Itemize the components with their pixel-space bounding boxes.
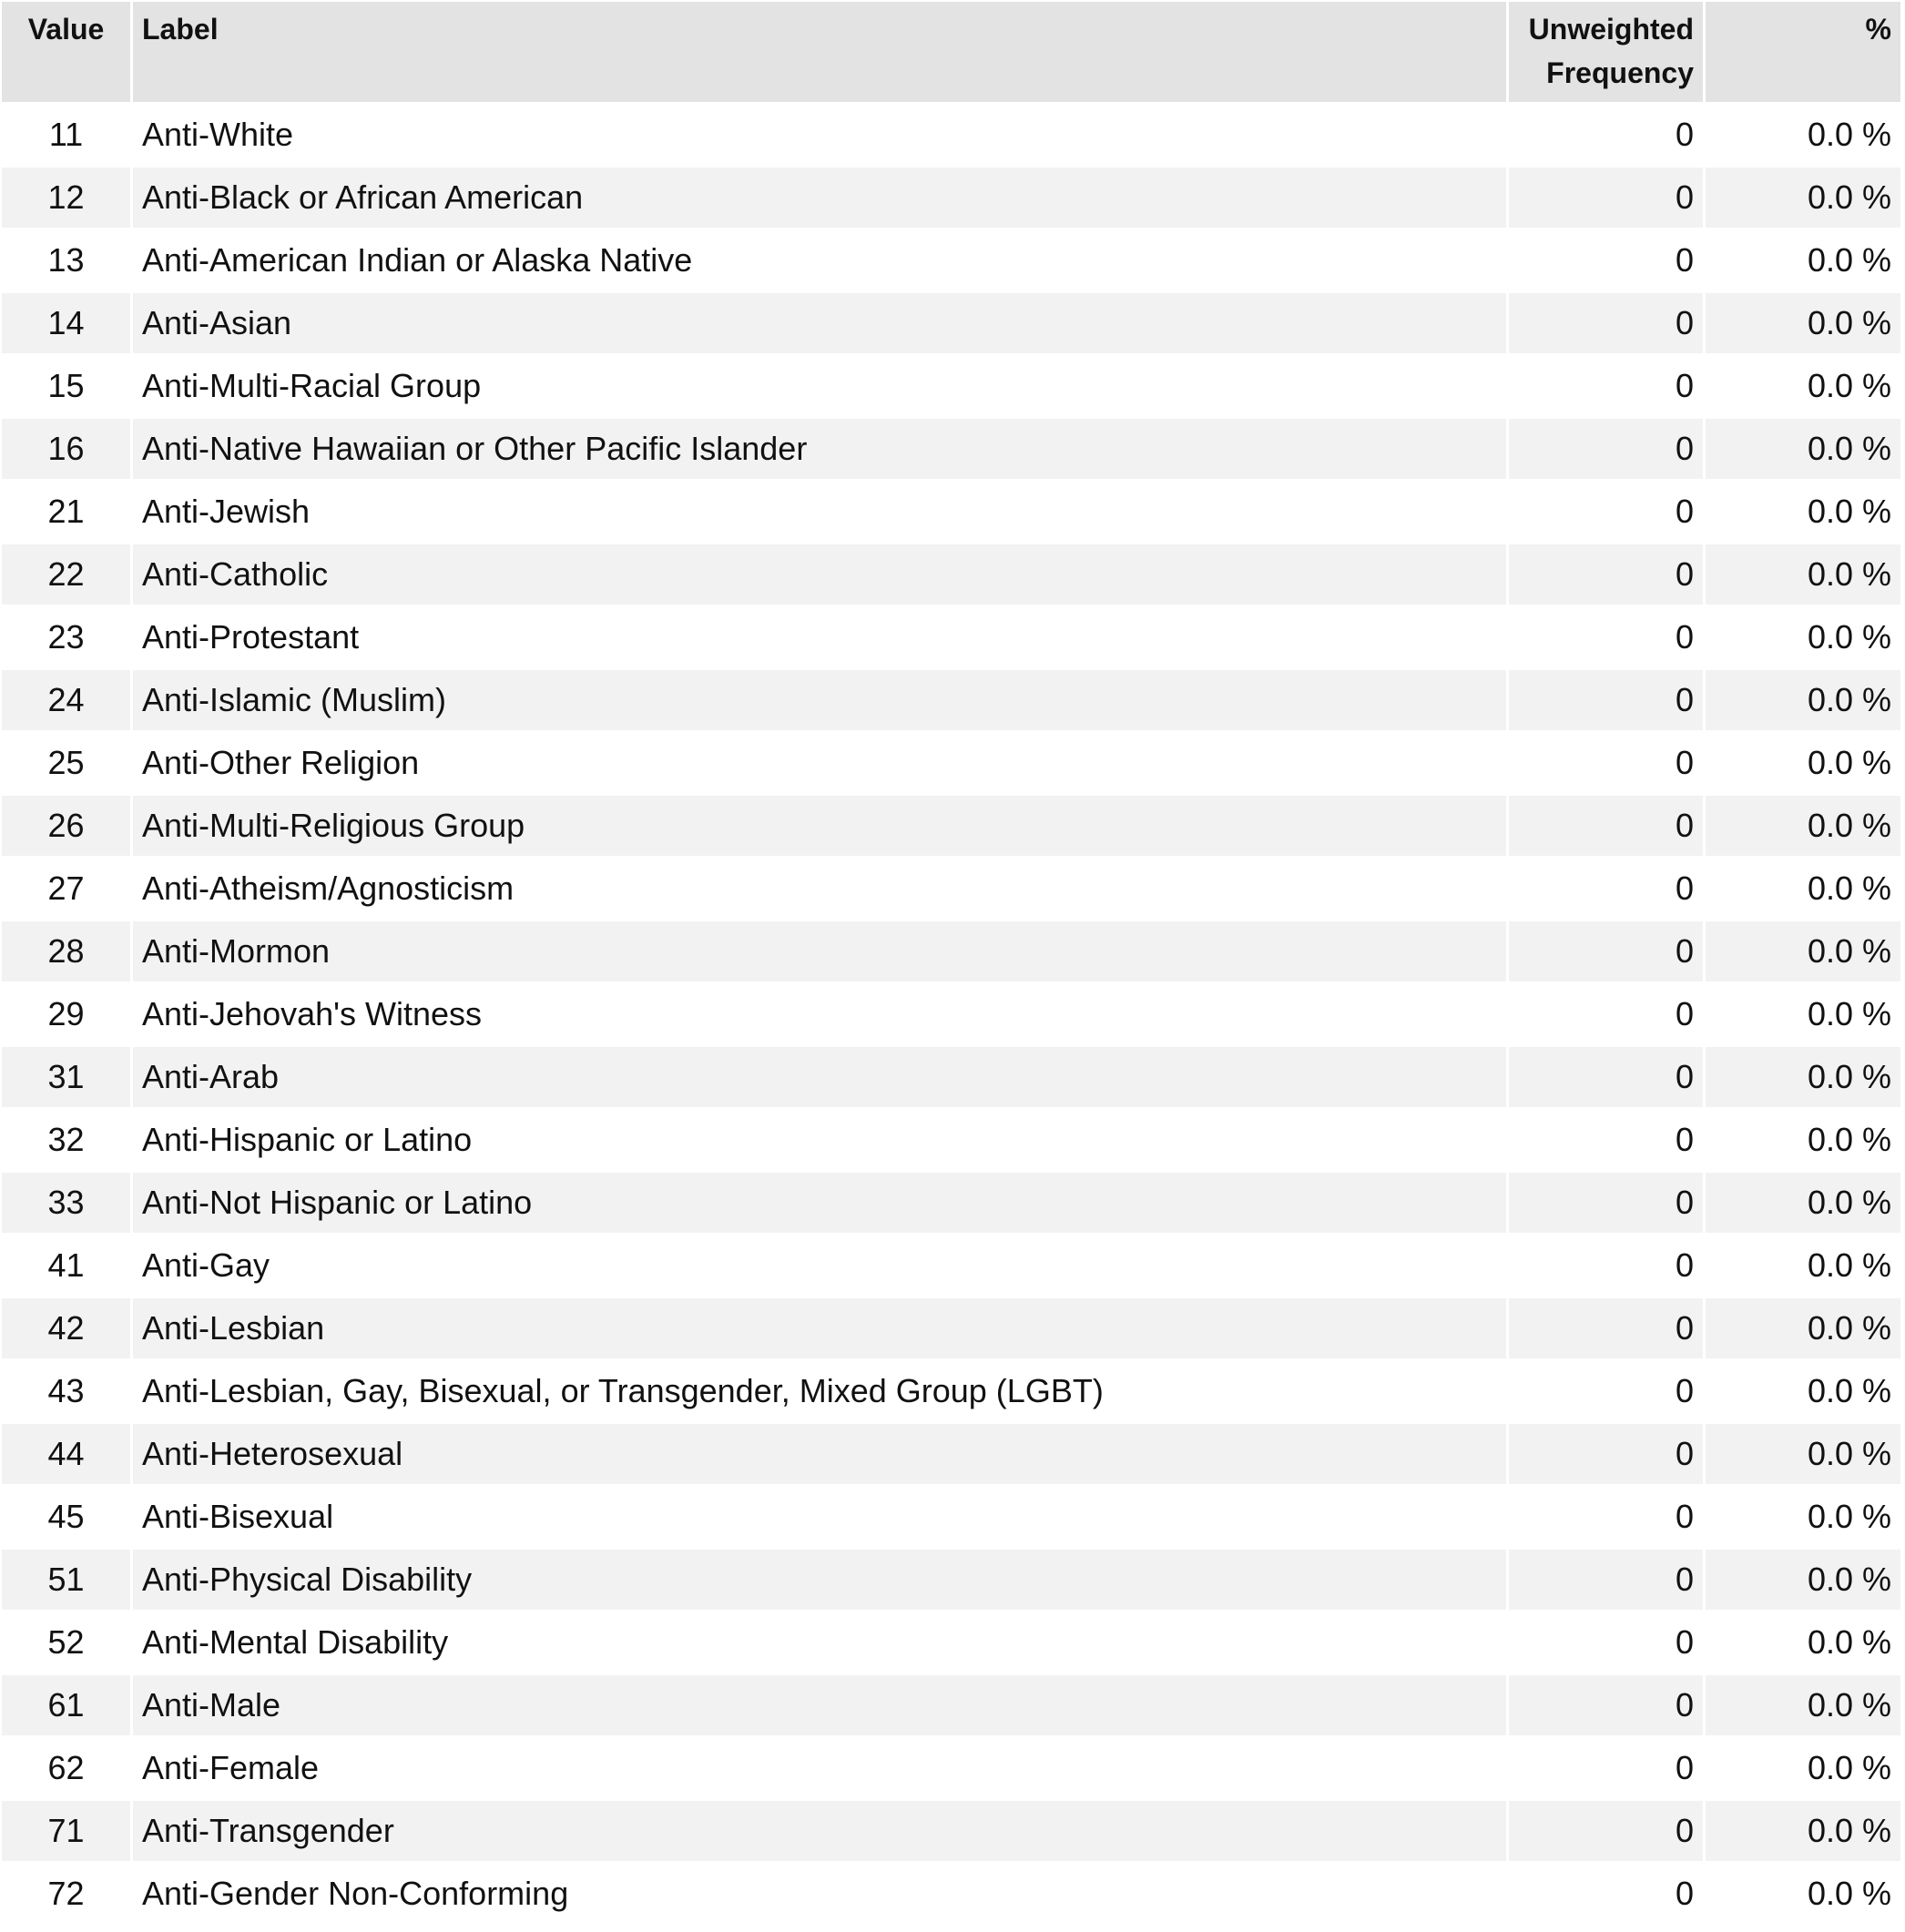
cell-percent: 0.0 % [1706,859,1900,919]
cell-unweighted-frequency: 0 [1509,796,1703,856]
cell-value: 72 [2,1864,130,1924]
table-row [2,419,1900,479]
cell-percent: 0.0 % [1706,1110,1900,1170]
cell-value: 33 [2,1173,130,1233]
cell-percent: 0.0 % [1706,1235,1900,1296]
cell-unweighted-frequency: 0 [1509,1298,1703,1358]
table-row [2,1235,1900,1296]
cell-percent: 0.0 % [1706,1550,1900,1610]
cell-label: Anti-Hispanic or Latino [133,1110,1506,1170]
cell-unweighted-frequency: 0 [1509,482,1703,542]
cell-label: Anti-Asian [133,293,1506,353]
table-row [2,796,1900,856]
cell-percent: 0.0 % [1706,293,1900,353]
cell-percent: 0.0 % [1706,1864,1900,1924]
cell-percent: 0.0 % [1706,105,1900,165]
cell-percent: 0.0 % [1706,607,1900,667]
cell-percent: 0.0 % [1706,1675,1900,1735]
cell-unweighted-frequency: 0 [1509,1110,1703,1170]
cell-value: 27 [2,859,130,919]
table-row [2,1110,1900,1170]
cell-label: Anti-Black or African American [133,168,1506,228]
cell-label: Anti-Mental Disability [133,1612,1506,1673]
cell-unweighted-frequency: 0 [1509,230,1703,290]
cell-label: Anti-Catholic [133,544,1506,605]
cell-unweighted-frequency: 0 [1509,607,1703,667]
cell-unweighted-frequency: 0 [1509,293,1703,353]
cell-unweighted-frequency: 0 [1509,1738,1703,1798]
table-row [2,1424,1900,1484]
table-row [2,356,1900,416]
cell-label: Anti-Bisexual [133,1487,1506,1547]
cell-unweighted-frequency: 0 [1509,1612,1703,1673]
cell-label: Anti-Male [133,1675,1506,1735]
cell-label: Anti-Other Religion [133,733,1506,793]
table-row [2,1612,1900,1673]
header-freq-line2: Frequency [1546,56,1694,89]
cell-unweighted-frequency: 0 [1509,984,1703,1044]
cell-label: Anti-Native Hawaiian or Other Pacific Islander [133,419,1506,479]
cell-value: 44 [2,1424,130,1484]
cell-label: Anti-Gender Non-Conforming [133,1864,1506,1924]
table-row [2,105,1900,165]
cell-value: 14 [2,293,130,353]
cell-unweighted-frequency: 0 [1509,1361,1703,1421]
cell-value: 22 [2,544,130,605]
frequency-table-container [2,2,1903,1924]
cell-percent: 0.0 % [1706,544,1900,605]
cell-value: 41 [2,1235,130,1296]
cell-label: Anti-Protestant [133,607,1506,667]
cell-value: 45 [2,1487,130,1547]
cell-unweighted-frequency: 0 [1509,168,1703,228]
table-row [2,859,1900,919]
cell-percent: 0.0 % [1706,419,1900,479]
cell-percent: 0.0 % [1706,1612,1900,1673]
cell-label: Anti-White [133,105,1506,165]
cell-value: 42 [2,1298,130,1358]
cell-label: Anti-Physical Disability [133,1550,1506,1610]
cell-value: 61 [2,1675,130,1735]
header-freq-line1: Unweighted [1528,13,1694,46]
cell-unweighted-frequency: 0 [1509,1487,1703,1547]
table-row [2,1298,1900,1358]
cell-percent: 0.0 % [1706,482,1900,542]
cell-percent: 0.0 % [1706,1424,1900,1484]
cell-percent: 0.0 % [1706,733,1900,793]
cell-label: Anti-Heterosexual [133,1424,1506,1484]
cell-value: 11 [2,105,130,165]
cell-value: 12 [2,168,130,228]
cell-unweighted-frequency: 0 [1509,670,1703,730]
cell-unweighted-frequency: 0 [1509,1173,1703,1233]
cell-percent: 0.0 % [1706,670,1900,730]
cell-percent: 0.0 % [1706,1801,1900,1861]
cell-value: 51 [2,1550,130,1610]
table-row [2,921,1900,981]
table-row [2,482,1900,542]
table-header [2,2,1900,102]
table-row [2,1173,1900,1233]
cell-label: Anti-Islamic (Muslim) [133,670,1506,730]
cell-label: Anti-Lesbian, Gay, Bisexual, or Transgender, Mixed Group (LGBT) [133,1361,1506,1421]
table-row [2,607,1900,667]
cell-unweighted-frequency: 0 [1509,356,1703,416]
cell-label: Anti-Female [133,1738,1506,1798]
table-row [2,1550,1900,1610]
cell-unweighted-frequency: 0 [1509,733,1703,793]
cell-label: Anti-American Indian or Alaska Native [133,230,1506,290]
cell-label: Anti-Multi-Religious Group [133,796,1506,856]
cell-value: 31 [2,1047,130,1107]
cell-unweighted-frequency: 0 [1509,1801,1703,1861]
cell-value: 28 [2,921,130,981]
cell-label: Anti-Jewish [133,482,1506,542]
cell-value: 29 [2,984,130,1044]
cell-label: Anti-Multi-Racial Group [133,356,1506,416]
cell-percent: 0.0 % [1706,984,1900,1044]
cell-label: Anti-Not Hispanic or Latino [133,1173,1506,1233]
cell-unweighted-frequency: 0 [1509,1235,1703,1296]
cell-label: Anti-Transgender [133,1801,1506,1861]
cell-value: 32 [2,1110,130,1170]
table-row [2,544,1900,605]
cell-percent: 0.0 % [1706,1173,1900,1233]
cell-value: 62 [2,1738,130,1798]
cell-label: Anti-Lesbian [133,1298,1506,1358]
cell-unweighted-frequency: 0 [1509,1047,1703,1107]
table-body [2,105,1900,1924]
cell-label: Anti-Atheism/Agnosticism [133,859,1506,919]
header-unweighted-frequency [1509,2,1703,102]
cell-unweighted-frequency: 0 [1509,419,1703,479]
cell-percent: 0.0 % [1706,1298,1900,1358]
cell-value: 71 [2,1801,130,1861]
table-row [2,293,1900,353]
header-percent: % [1706,2,1900,102]
cell-value: 43 [2,1361,130,1421]
table-row [2,1864,1900,1924]
cell-label: Anti-Mormon [133,921,1506,981]
cell-label: Anti-Arab [133,1047,1506,1107]
table-row [2,1487,1900,1547]
cell-percent: 0.0 % [1706,921,1900,981]
header-label: Label [133,2,1506,102]
cell-value: 13 [2,230,130,290]
cell-value: 23 [2,607,130,667]
cell-label: Anti-Gay [133,1235,1506,1296]
cell-value: 52 [2,1612,130,1673]
cell-percent: 0.0 % [1706,168,1900,228]
cell-label: Anti-Jehovah's Witness [133,984,1506,1044]
cell-percent: 0.0 % [1706,796,1900,856]
cell-unweighted-frequency: 0 [1509,1550,1703,1610]
table-row [2,1361,1900,1421]
cell-value: 15 [2,356,130,416]
cell-unweighted-frequency: 0 [1509,1424,1703,1484]
cell-unweighted-frequency: 0 [1509,1675,1703,1735]
cell-percent: 0.0 % [1706,1047,1900,1107]
cell-unweighted-frequency: 0 [1509,544,1703,605]
table-row [2,1047,1900,1107]
cell-unweighted-frequency: 0 [1509,859,1703,919]
cell-percent: 0.0 % [1706,1738,1900,1798]
cell-unweighted-frequency: 0 [1509,921,1703,981]
table-row [2,230,1900,290]
cell-percent: 0.0 % [1706,1487,1900,1547]
table-row [2,1738,1900,1798]
header-value: Value [2,2,130,102]
table-row [2,1801,1900,1861]
header-row [2,2,1900,102]
cell-value: 25 [2,733,130,793]
table-row [2,733,1900,793]
table-row [2,984,1900,1044]
cell-value: 26 [2,796,130,856]
cell-percent: 0.0 % [1706,1361,1900,1421]
cell-unweighted-frequency: 0 [1509,105,1703,165]
table-row [2,168,1900,228]
cell-value: 16 [2,419,130,479]
cell-unweighted-frequency: 0 [1509,1864,1703,1924]
cell-percent: 0.0 % [1706,230,1900,290]
cell-value: 21 [2,482,130,542]
table-row [2,670,1900,730]
table-row [2,1675,1900,1735]
cell-value: 24 [2,670,130,730]
cell-percent: 0.0 % [1706,356,1900,416]
